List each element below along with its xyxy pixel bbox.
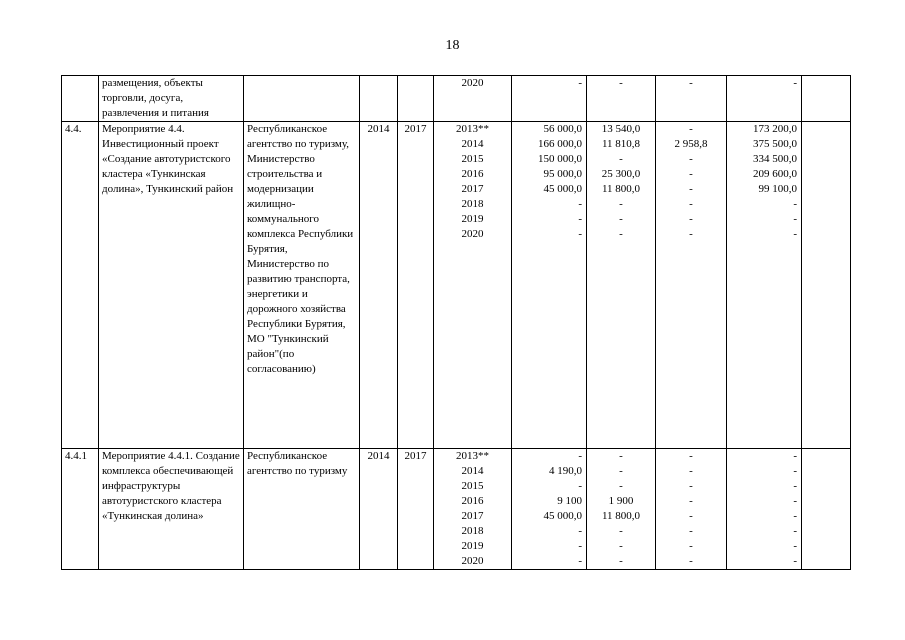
funding-col-3-value: -	[689, 495, 693, 507]
start-year: 2014	[360, 122, 398, 449]
funding-col-1-value: -	[578, 228, 582, 240]
funding-col-2-value: -	[619, 213, 623, 225]
page-number: 18	[445, 38, 460, 53]
year-list-value: 2018	[461, 525, 484, 537]
funding-col-1-value: 45 000,0	[543, 510, 582, 522]
funding-col-2-value: -	[619, 198, 623, 210]
funding-col-4-value: -	[793, 213, 797, 225]
funding-col-1-value: -	[578, 480, 582, 492]
end-year	[398, 76, 434, 122]
year-list-value: 2018	[461, 198, 484, 210]
funding-col-4-value: 375 500,0	[753, 138, 797, 150]
funding-col-1-value: -	[578, 555, 582, 567]
year-list-value: 2016	[461, 495, 484, 507]
year-list-value: 2017	[461, 183, 484, 195]
start-year: 2014	[360, 449, 398, 570]
funding-col-3-value: -	[689, 228, 693, 240]
funding-col-2-value: 11 810,8	[601, 138, 641, 150]
funding-col-1	[512, 76, 587, 122]
funding-col-1-value: 95 000,0	[543, 168, 582, 180]
funding-col-2-value: 13 540,0	[601, 123, 641, 135]
funding-col-2-value: -	[619, 525, 623, 537]
funding-col-2-value: 11 800,0	[601, 183, 641, 195]
funding-col-2-value: -	[619, 480, 623, 492]
funding-col-2-value: -	[619, 465, 623, 477]
funding-col-4-value: -	[793, 525, 797, 537]
funding-col-1-value: -	[578, 450, 582, 462]
year-list	[434, 76, 512, 122]
table-row	[62, 76, 851, 122]
funding-col-2-value: -	[619, 540, 623, 552]
funding-col-4-value: -	[793, 495, 797, 507]
funding-col-1-value: 4 190,0	[549, 465, 582, 477]
item-name: Мероприятие 4.4. Инвестиционный проект «Создание автотуристского кластера «Тункинская долина», Тункинский район	[99, 122, 244, 449]
funding-col-2-value: -	[619, 77, 623, 89]
year-list-value: 2019	[461, 213, 484, 225]
funding-col-2	[587, 76, 656, 122]
funding-col-1-value: 56 000,0	[543, 123, 582, 135]
funding-col-1-value: -	[578, 77, 582, 89]
year-list-value: 2013**	[456, 450, 489, 462]
funding-col-4-value: -	[793, 228, 797, 240]
funding-col-4	[727, 122, 802, 449]
year-list-value: 2014	[461, 465, 484, 477]
program-table	[61, 75, 851, 570]
funding-col-2-value: -	[619, 228, 623, 240]
year-list-value: 2016	[461, 168, 484, 180]
funding-col-3-value: -	[689, 77, 693, 89]
funding-col-4-value: -	[793, 480, 797, 492]
funding-col-3-value: -	[689, 450, 693, 462]
funding-col-3-value: -	[689, 183, 693, 195]
funding-col-1-value: 45 000,0	[543, 183, 582, 195]
funding-col-1-value: -	[578, 198, 582, 210]
funding-col-4-value: 209 600,0	[753, 168, 797, 180]
year-list-value: 2013**	[456, 123, 489, 135]
funding-col-3-value: -	[689, 540, 693, 552]
funding-col-3-value: -	[689, 213, 693, 225]
funding-col-3-value: -	[689, 480, 693, 492]
funding-col-1	[512, 122, 587, 449]
funding-col-4-value: -	[793, 540, 797, 552]
funding-col-3-value: -	[689, 525, 693, 537]
funding-col-4-value: -	[793, 465, 797, 477]
notes-cell	[802, 122, 851, 449]
funding-col-3	[656, 449, 727, 570]
funding-col-3	[656, 76, 727, 122]
item-name: Мероприятие 4.4.1. Создание комплекса обеспечивающей инфраструктуры автотуристского кластера «Тункинская долина»	[99, 449, 244, 570]
year-list-value: 2020	[461, 555, 484, 567]
year-list	[434, 449, 512, 570]
year-list-value: 2020	[461, 228, 484, 240]
year-list-value: 2015	[461, 480, 484, 492]
year-list-value: 2017	[461, 510, 484, 522]
year-list-value: 2014	[461, 138, 484, 150]
funding-col-4-value: -	[793, 555, 797, 567]
funding-col-4	[727, 76, 802, 122]
funding-col-1-value: 9 100	[557, 495, 582, 507]
notes-cell	[802, 449, 851, 570]
notes-cell	[802, 76, 851, 122]
funding-col-4-value: 173 200,0	[753, 123, 797, 135]
table-row	[62, 449, 851, 570]
funding-col-1-value: -	[578, 525, 582, 537]
funding-col-2-value: 11 800,0	[601, 510, 641, 522]
funding-col-2	[587, 449, 656, 570]
year-list-value: 2015	[461, 153, 484, 165]
start-year	[360, 76, 398, 122]
item-executor: Республиканское агентство по туризму	[244, 449, 360, 570]
funding-col-4-value: -	[793, 77, 797, 89]
funding-col-4-value: -	[793, 450, 797, 462]
funding-col-1-value: -	[578, 213, 582, 225]
year-list	[434, 122, 512, 449]
year-list-value: 2020	[461, 77, 484, 89]
funding-col-1-value: -	[578, 540, 582, 552]
funding-col-3-value: -	[689, 153, 693, 165]
funding-col-3-value: -	[689, 168, 693, 180]
item-executor	[244, 76, 360, 122]
funding-col-1-value: 166 000,0	[538, 138, 582, 150]
funding-col-2-value: -	[619, 555, 623, 567]
funding-col-1-value: 150 000,0	[538, 153, 582, 165]
table-row	[62, 122, 851, 449]
funding-col-2-value: 25 300,0	[601, 168, 641, 180]
funding-col-4-value: -	[793, 510, 797, 522]
funding-col-3-value: 2 958,8	[674, 138, 708, 150]
funding-col-2-value: -	[619, 153, 623, 165]
funding-col-3-value: -	[689, 510, 693, 522]
funding-col-1	[512, 449, 587, 570]
funding-col-2	[587, 122, 656, 449]
funding-col-4-value: 99 100,0	[758, 183, 797, 195]
item-name: размещения, объекты торговли, досуга, развлечения и питания	[99, 76, 244, 122]
funding-col-2-value: 1 900	[608, 495, 634, 507]
item-number: 4.4.	[62, 122, 99, 449]
item-executor: Республиканское агентство по туризму, Министерство строительства и модернизации жилищно-коммунального комплекса Республики Бурятия, Министерство по развитию транспорта, энергетики и дорожного хозяйства Республики Бурятия, МО "Тункинский район"(по согласованию)	[244, 122, 360, 449]
funding-col-3	[656, 122, 727, 449]
funding-col-4-value: -	[793, 198, 797, 210]
funding-col-2-value: -	[619, 450, 623, 462]
funding-col-3-value: -	[689, 198, 693, 210]
funding-col-3-value: -	[689, 465, 693, 477]
funding-col-4	[727, 449, 802, 570]
end-year: 2017	[398, 449, 434, 570]
end-year: 2017	[398, 122, 434, 449]
funding-col-4-value: 334 500,0	[753, 153, 797, 165]
year-list-value: 2019	[461, 540, 484, 552]
funding-col-3-value: -	[689, 123, 693, 135]
funding-col-3-value: -	[689, 555, 693, 567]
item-number: 4.4.1	[62, 449, 99, 570]
item-number	[62, 76, 99, 122]
